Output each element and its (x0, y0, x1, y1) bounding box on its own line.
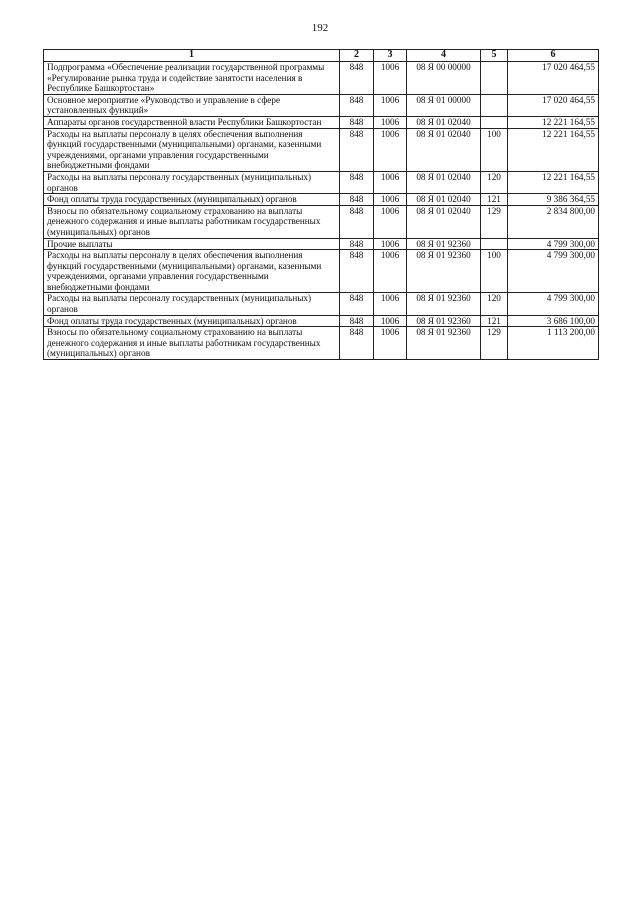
row-ved-cell: 848 (340, 205, 374, 238)
header-col-6: 6 (508, 50, 599, 62)
row-ved-cell: 848 (340, 315, 374, 327)
row-vr-cell: 121 (481, 315, 508, 327)
table-row (44, 194, 599, 206)
row-vr-cell: 121 (481, 194, 508, 206)
row-name-cell: Взносы по обязательному социальному страхованию на выплаты денежного содержания и иные выплаты работникам государственных (муниципальных) органов (44, 327, 340, 360)
table-row (44, 62, 599, 95)
row-sum-cell: 4 799 300,00 (508, 238, 599, 250)
row-csr-cell: 08 Я 00 00000 (407, 62, 481, 95)
header-col-2: 2 (340, 50, 374, 62)
row-ved-cell: 848 (340, 171, 374, 193)
row-vr-cell: 100 (481, 250, 508, 293)
table-row (44, 238, 599, 250)
row-name-cell: Расходы на выплаты персоналу в целях обеспечения выполнения функций государственными (муниципальными) органами, казенными учреждениями, органами управления государственными внебюджетными фондами (44, 250, 340, 293)
header-col-1: 1 (44, 50, 340, 62)
table-row (44, 94, 599, 116)
row-ved-cell: 848 (340, 62, 374, 95)
row-ved-cell: 848 (340, 293, 374, 315)
row-sum-cell: 4 799 300,00 (508, 293, 599, 315)
row-sum-cell: 1 113 200,00 (508, 327, 599, 360)
header-col-4: 4 (407, 50, 481, 62)
table-row (44, 205, 599, 238)
header-col-3: 3 (374, 50, 407, 62)
row-ved-cell: 848 (340, 94, 374, 116)
row-name-cell: Фонд оплаты труда государственных (муниципальных) органов (44, 194, 340, 206)
budget-table (43, 49, 599, 360)
row-razdel-cell: 1006 (374, 205, 407, 238)
row-name-cell: Расходы на выплаты персоналу государственных (муниципальных) органов (44, 293, 340, 315)
row-ved-cell: 848 (340, 116, 374, 128)
row-sum-cell: 12 221 164,55 (508, 116, 599, 128)
row-vr-cell: 100 (481, 128, 508, 171)
header-col-5: 5 (481, 50, 508, 62)
row-vr-cell (481, 116, 508, 128)
row-name-cell: Фонд оплаты труда государственных (муниципальных) органов (44, 315, 340, 327)
row-razdel-cell: 1006 (374, 293, 407, 315)
row-sum-cell: 4 799 300,00 (508, 250, 599, 293)
row-sum-cell: 9 386 364,55 (508, 194, 599, 206)
row-csr-cell: 08 Я 01 00000 (407, 94, 481, 116)
row-csr-cell: 08 Я 01 92360 (407, 315, 481, 327)
row-razdel-cell: 1006 (374, 116, 407, 128)
row-razdel-cell: 1006 (374, 238, 407, 250)
row-csr-cell: 08 Я 01 02040 (407, 171, 481, 193)
row-ved-cell: 848 (340, 128, 374, 171)
row-vr-cell: 129 (481, 327, 508, 360)
table-header-row (44, 50, 599, 62)
row-name-cell: Расходы на выплаты персоналу государственных (муниципальных) органов (44, 171, 340, 193)
row-ved-cell: 848 (340, 327, 374, 360)
row-vr-cell (481, 62, 508, 95)
row-vr-cell (481, 238, 508, 250)
row-name-cell: Подпрограмма «Обеспечение реализации государственной программы «Регулирование рынка труда и содействие занятости населения в Республике Башкортостан» (44, 62, 340, 95)
row-sum-cell: 17 020 464,55 (508, 94, 599, 116)
row-csr-cell: 08 Я 01 02040 (407, 116, 481, 128)
row-sum-cell: 12 221 164,55 (508, 128, 599, 171)
table-row (44, 315, 599, 327)
table-row (44, 327, 599, 360)
row-vr-cell: 120 (481, 293, 508, 315)
row-csr-cell: 08 Я 01 02040 (407, 205, 481, 238)
row-sum-cell: 12 221 164,55 (508, 171, 599, 193)
row-name-cell: Основное мероприятие «Руководство и управление в сфере установленных функций» (44, 94, 340, 116)
row-csr-cell: 08 Я 01 02040 (407, 128, 481, 171)
row-vr-cell: 129 (481, 205, 508, 238)
row-razdel-cell: 1006 (374, 194, 407, 206)
table-row (44, 293, 599, 315)
row-vr-cell (481, 94, 508, 116)
row-csr-cell: 08 Я 01 92360 (407, 238, 481, 250)
row-csr-cell: 08 Я 01 92360 (407, 250, 481, 293)
row-sum-cell: 3 686 100,00 (508, 315, 599, 327)
row-sum-cell: 17 020 464,55 (508, 62, 599, 95)
row-name-cell: Взносы по обязательному социальному страхованию на выплаты денежного содержания и иные выплаты работникам государственных (муниципальных) органов (44, 205, 340, 238)
row-razdel-cell: 1006 (374, 94, 407, 116)
row-sum-cell: 2 834 800,00 (508, 205, 599, 238)
row-name-cell: Расходы на выплаты персоналу в целях обеспечения выполнения функций государственными (муниципальными) органами, казенными учреждениями, органами управления государственными внебюджетными фондами (44, 128, 340, 171)
row-ved-cell: 848 (340, 194, 374, 206)
row-razdel-cell: 1006 (374, 327, 407, 360)
table-row (44, 128, 599, 171)
table-row (44, 250, 599, 293)
row-csr-cell: 08 Я 01 92360 (407, 293, 481, 315)
row-razdel-cell: 1006 (374, 315, 407, 327)
row-csr-cell: 08 Я 01 02040 (407, 194, 481, 206)
row-ved-cell: 848 (340, 238, 374, 250)
row-razdel-cell: 1006 (374, 171, 407, 193)
row-razdel-cell: 1006 (374, 250, 407, 293)
table-row (44, 116, 599, 128)
row-razdel-cell: 1006 (374, 128, 407, 171)
row-csr-cell: 08 Я 01 92360 (407, 327, 481, 360)
row-name-cell: Прочие выплаты (44, 238, 340, 250)
page-number: 192 (311, 22, 329, 34)
row-razdel-cell: 1006 (374, 62, 407, 95)
row-ved-cell: 848 (340, 250, 374, 293)
row-vr-cell: 120 (481, 171, 508, 193)
row-name-cell: Аппараты органов государственной власти Республики Башкортостан (44, 116, 340, 128)
table-row (44, 171, 599, 193)
